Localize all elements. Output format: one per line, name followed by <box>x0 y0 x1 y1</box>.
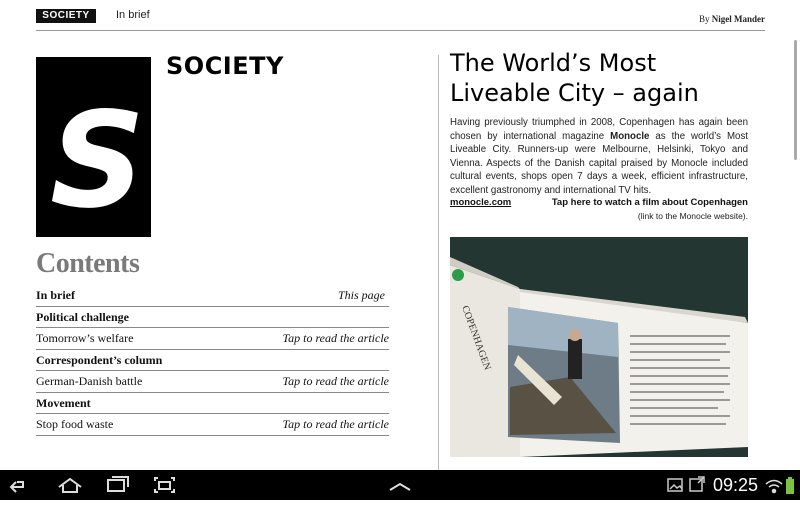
gallery-icon[interactable] <box>668 479 682 491</box>
byline <box>699 14 765 24</box>
photo-spine-text: COPENHAGEN <box>459 304 493 372</box>
system-icons <box>0 470 800 500</box>
toc-row-correspondents-column <box>36 350 389 372</box>
article-body <box>450 116 748 197</box>
toc-row-in-brief[interactable] <box>36 285 389 307</box>
clock: 09:25 <box>712 475 758 495</box>
home-icon[interactable] <box>59 479 81 492</box>
toc-row-tomorrows-welfare[interactable] <box>36 328 389 350</box>
article-body-part-1: Having previously triumphed in 2008, Copenhagen has again been chosen by international magazine <box>450 117 748 142</box>
table-of-contents <box>36 285 389 436</box>
toc-action[interactable]: Tap to read the article <box>282 331 389 345</box>
recent-apps-icon[interactable] <box>108 477 128 491</box>
back-icon[interactable] <box>11 482 23 492</box>
article-body-bold: Monocle <box>610 130 650 142</box>
byline-name: Nigel Mander <box>711 14 765 24</box>
section-letter-block <box>36 57 151 237</box>
toc-action[interactable]: Tap to read the article <box>282 417 389 431</box>
section-tag[interactable]: SOCIETY <box>36 9 96 23</box>
section-letter: S <box>50 84 146 237</box>
article-title-line-2: Liveable City – again <box>450 79 699 107</box>
watch-film-note: (link to the Monocle website). <box>637 211 748 221</box>
section-title: SOCIETY <box>166 52 284 80</box>
wifi-icon[interactable] <box>766 481 782 493</box>
scrollbar[interactable] <box>794 40 797 160</box>
byline-prefix: By <box>698 14 710 24</box>
system-navigation-bar <box>0 470 800 500</box>
battery-icon[interactable] <box>786 477 794 494</box>
toc-label: Tomorrow’s welfare <box>36 331 134 345</box>
breadcrumb[interactable]: In brief <box>116 9 150 21</box>
contents-heading: Contents <box>36 248 140 279</box>
toc-row-stop-food-waste[interactable] <box>36 414 389 436</box>
monocle-link[interactable]: monocle.com <box>450 197 512 208</box>
article-body-part-2: as the world’s Most Liveable City. Runners-up were Melbourne, Helsinki, Tokyo and Vienna. Aspects of the Danish capital praised by Monocle included cultural events, shops open 7 days a week, efficient infrastructure, excellent gastronomy and international TV hits. <box>450 130 748 196</box>
sync-icon[interactable] <box>690 477 704 491</box>
toc-label: In brief <box>36 288 75 302</box>
article-photo[interactable] <box>450 237 748 457</box>
toc-label: Movement <box>36 395 91 410</box>
toc-label: Correspondent’s column <box>36 352 163 367</box>
column-divider <box>438 55 439 470</box>
toc-row-german-danish-battle[interactable] <box>36 371 389 393</box>
toc-row-political-challenge <box>36 307 389 329</box>
article-title-line-1: The World’s Most <box>450 49 657 77</box>
toc-label: German-Danish battle <box>36 374 143 388</box>
header-bar <box>36 8 765 30</box>
screenshot-icon[interactable] <box>155 478 174 492</box>
magazine-photo-illustration <box>450 237 748 457</box>
toc-row-movement <box>36 393 389 415</box>
header-rule <box>36 30 765 31</box>
toc-action: This page <box>337 288 385 302</box>
toc-action[interactable]: Tap to read the article <box>282 374 389 388</box>
article-title <box>450 48 770 108</box>
watch-film-link[interactable]: Tap here to watch a film about Copenhagen <box>551 197 748 208</box>
chevron-up-icon[interactable] <box>390 484 410 490</box>
toc-label: Political challenge <box>36 309 129 324</box>
toc-label: Stop food waste <box>36 417 114 431</box>
